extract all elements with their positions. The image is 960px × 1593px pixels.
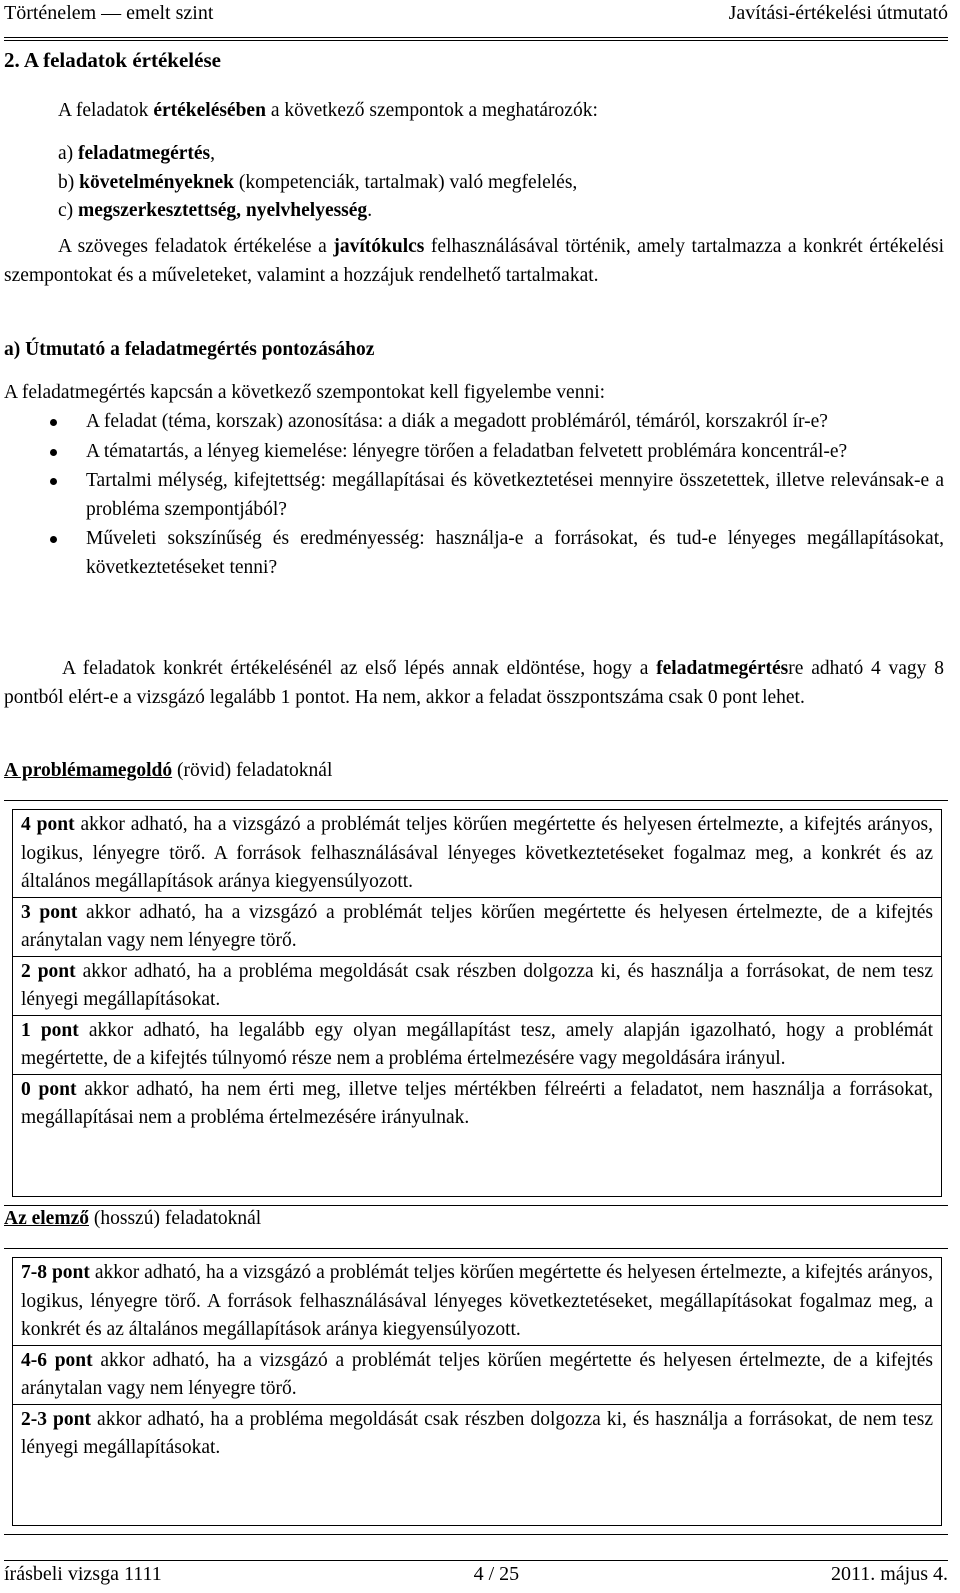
score-row: 0 pont akkor adható, ha nem érti meg, illetve teljes mértékben félreérti a feladatot, nem használja a forrásokat, megállapításai nem a probléma értelmezésére irányulnak.: [21, 1078, 933, 1128]
decision-text-end: re adható 4 vagy 8 pontból elért-e a vizsgázó legalább 1 pontot. Ha nem, akkor a feladat összpontszáma csak 0 pont lehet.: [4, 658, 944, 708]
long-heading-bold: Az elemző: [4, 1208, 89, 1229]
decision-paragraph: [4, 655, 944, 712]
key-bold: javítókulcs: [333, 236, 425, 257]
intro-bold: értékelésében: [153, 100, 266, 121]
consider-intro: A feladatmegértés kapcsán a következő szempontokat kell figyelembe venni:: [4, 382, 606, 403]
long-heading-rest: (hosszú) feladatoknál: [89, 1208, 262, 1229]
consider-bullets: [4, 408, 944, 583]
score-row: 4 pont akkor adható, ha a vizsgázó a problémát teljes körűen megértette és helyesen értelmezte, a kifejtés arányos, logikus, lényegre törő. A források felhasználásával lényeges következtetéseket fogalmaz meg, a konkrét és az általános megállapítások aránya kiegyensúlyozott.: [13, 810, 941, 898]
long-heading: [4, 1205, 944, 1234]
short-scoring-table: [4, 800, 948, 1206]
short-table-inner: [12, 809, 942, 1197]
long-table-inner: [12, 1257, 942, 1526]
intro-text: A feladatok: [58, 100, 154, 121]
bullet-icon: [50, 449, 57, 456]
short-heading-rest: (rövid) feladatoknál: [172, 760, 333, 781]
bullet-icon: [50, 478, 57, 485]
score-row: 4-6 pont akkor adható, ha a vizsgázó a problémát teljes körűen megértette és helyesen értelmezte, de a kifejtés aránytalan vagy nem lényegre törő.: [13, 1346, 941, 1405]
key-paragraph: [4, 233, 944, 290]
footer-date: 2011. május 4.: [830, 1563, 948, 1585]
bullet-icon: [50, 536, 57, 543]
intro-text-end: a következő szempontok a meghatározók:: [265, 100, 598, 121]
key-text-end: felhasználásával történik, amely tartalmazza a konkrét értékelési szempontokat és a műveleteket, valamint a hozzájuk rendelhető tartalmakat.: [4, 236, 944, 286]
page-footer: [4, 1563, 948, 1586]
score-row: 2-3 pont akkor adható, ha a probléma megoldását csak részben dolgozza ki, és használja a forrásokat, de nem tesz lényegi megállapításokat.: [21, 1408, 933, 1458]
bullet-item: A tématartás, a lényeg kiemelése: lényegre törően a feladatban felvetett problémára koncentrál-e?: [4, 438, 944, 467]
long-scoring-table: [4, 1248, 948, 1535]
bullet-item: A feladat (téma, korszak) azonosítása: a diák a megadott problémáról, témáról, korszakról ír-e?: [4, 408, 944, 437]
score-row: 3 pont akkor adható, ha a vizsgázó a problémát teljes körűen megértette és helyesen értelmezte, de a kifejtés aránytalan vagy nem lényegre törő.: [13, 898, 941, 957]
short-heading: [4, 757, 944, 786]
footer-rule: [4, 1560, 948, 1561]
footer-exam-code: írásbeli vizsga 1111: [4, 1563, 162, 1585]
intro-paragraph: [58, 97, 944, 126]
score-row: 7-8 pont akkor adható, ha a vizsgázó a problémát teljes körűen megértette és helyesen értelmezte, a kifejtés arányos, logikus, lényegre törő. A források felhasználásával lényeges következtetéseket, megállapításokat fogalmaz meg, a konkrét és az általános megállapítások aránya kiegyensúlyozott.: [13, 1258, 941, 1346]
key-text: A szöveges feladatok értékelése a: [58, 236, 334, 257]
score-row: 1 pont akkor adható, ha legalább egy olyan megállapítást tesz, amely alapján igazolható, hogy a problémát megértette, de a kifejtés túlnyomó része nem a probléma értelmezésére vagy megoldására irányul.: [13, 1016, 941, 1075]
section-title: 2. A feladatok értékelése: [4, 48, 221, 72]
bullet-item: Tartalmi mélység, kifejtettség: megállapításai és következtetései mennyire összetettek, illetve relevánsak-e a probléma szempontjából?: [4, 467, 944, 524]
decision-bold: feladatmegértés: [656, 658, 789, 679]
header-rule-thin: [4, 40, 948, 41]
criterion-b: b) követelményeknek (kompetenciák, tartalmak) való megfelelés,: [58, 171, 578, 193]
footer-page-number: 4 / 25: [473, 1563, 520, 1585]
header-doc-type: Javítási-értékelési útmutató: [728, 2, 948, 24]
decision-text: A feladatok konkrét értékelésénél az első lépés annak eldöntése, hogy a: [62, 658, 657, 679]
short-heading-bold: A problémamegoldó: [4, 760, 173, 781]
criterion-a: a) feladatmegértés,: [58, 143, 216, 164]
criteria-list: [58, 140, 944, 226]
bullet-item: Műveleti sokszínűség és eredményesség: használja-e a forrásokat, és tud-e lényeges megállapításokat, következtetéseket tenni?: [4, 525, 944, 582]
criterion-c: c) megszerkesztettség, nyelvhelyesség.: [58, 200, 373, 221]
header-rule: [4, 37, 948, 38]
header-subject: Történelem — emelt szint: [4, 2, 214, 24]
bullet-icon: [50, 419, 57, 426]
subsection-a-title: a) Útmutató a feladatmegértés pontozásához: [4, 339, 375, 360]
page-header: [4, 2, 948, 32]
score-row: 2 pont akkor adható, ha a probléma megoldását csak részben dolgozza ki, és használja a forrásokat, de nem tesz lényegi megállapításokat.: [13, 957, 941, 1016]
